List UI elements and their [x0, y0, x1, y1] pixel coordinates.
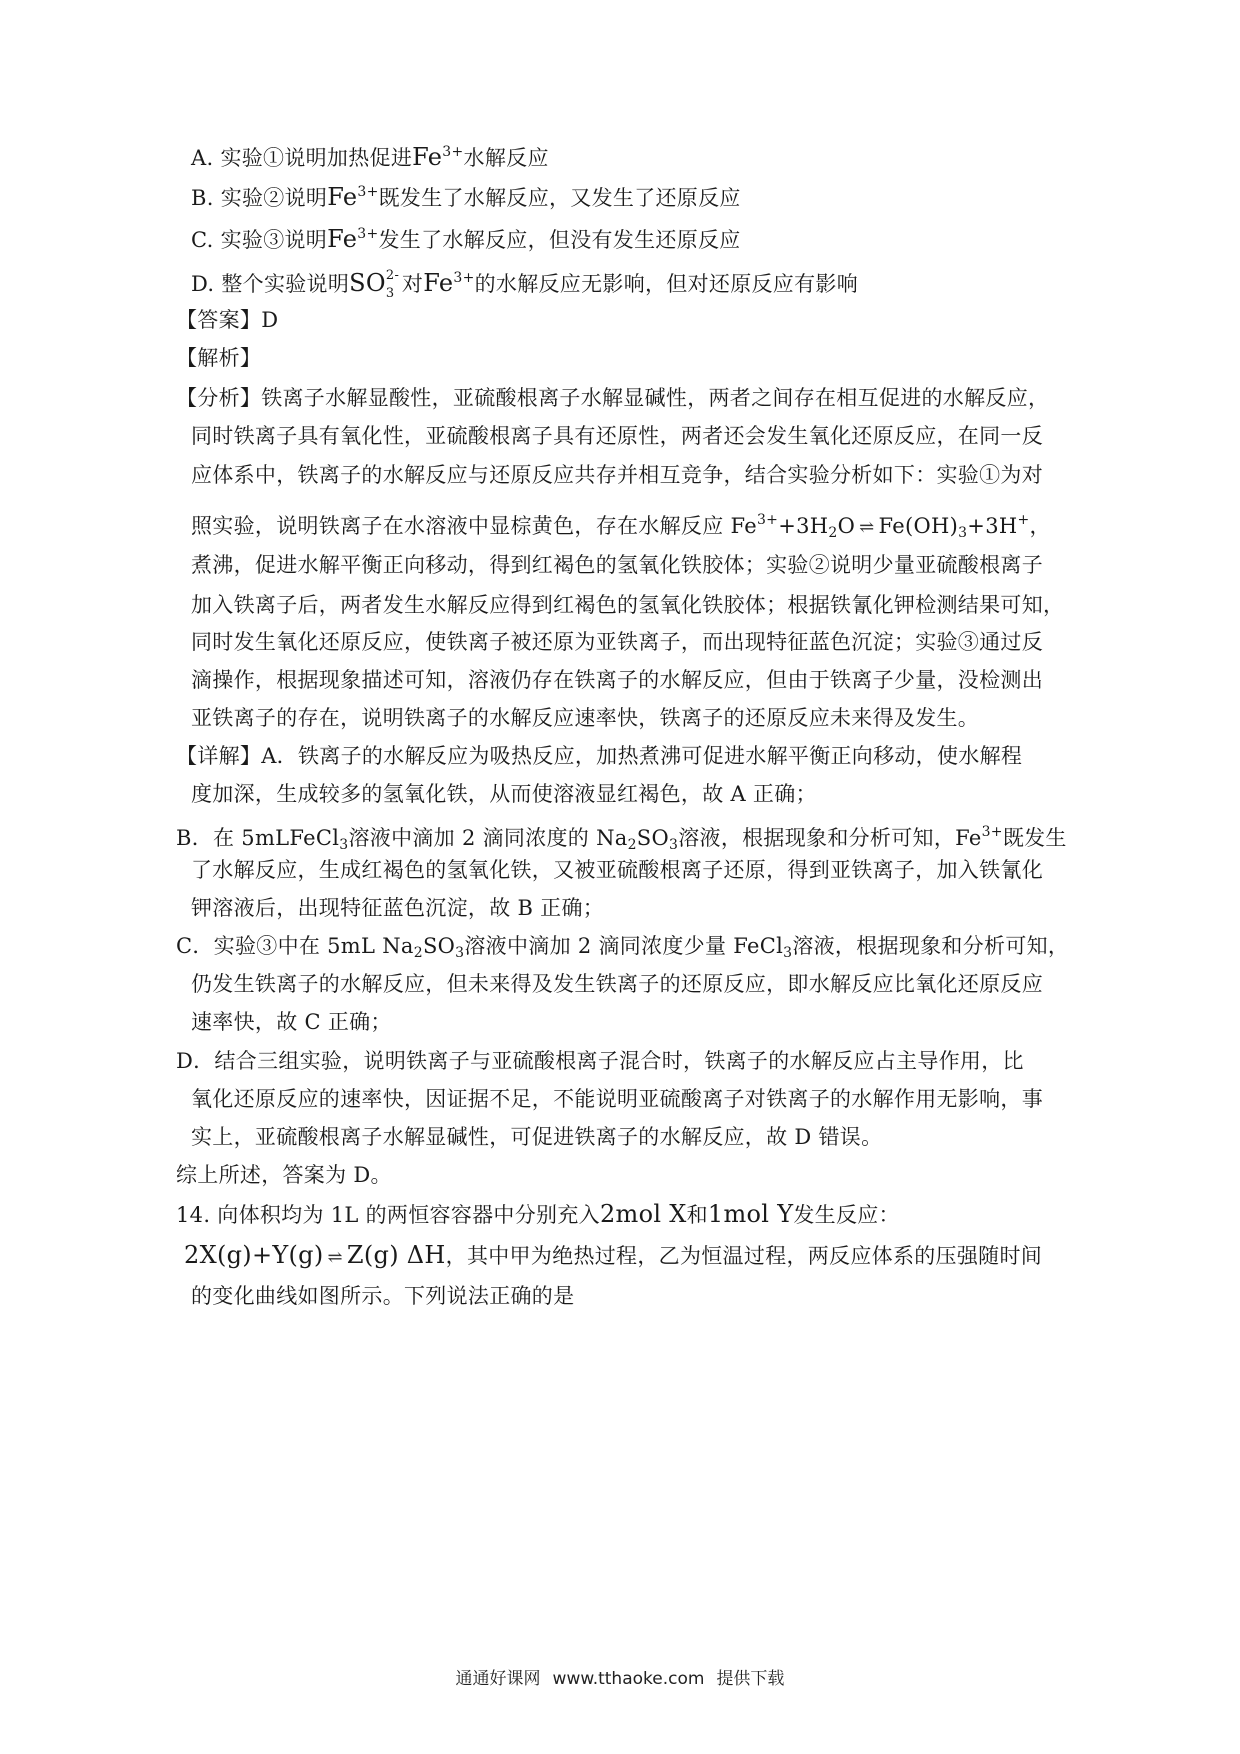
detail-summary [176, 1160, 1056, 1190]
page-footer [0, 1664, 1240, 1689]
detail-text: 溶液中滴加 2 滴同浓度少量 FeCl [464, 934, 784, 958]
detail-line-d3 [191, 1122, 1071, 1152]
equilibrium-arrow-icon: ⇌ [327, 1247, 343, 1268]
analysis-line-7 [191, 627, 1071, 657]
detail-line-b1 [176, 817, 1067, 860]
question-text: 和 [686, 1203, 708, 1227]
option-letter: B. [191, 186, 214, 210]
option-text: 实验①说明加热促进 [220, 146, 413, 170]
subscript: 2 [828, 525, 838, 541]
subscript: 2 [627, 837, 637, 853]
subscript: 3 [669, 837, 679, 853]
question-text: 1mol Y [707, 1200, 794, 1228]
analysis-text: 同时发生氧化还原反应，使铁离子被还原为亚铁离子，而出现特征蓝色沉淀；实验③通过反 [191, 630, 1043, 654]
question-14-line-1 [176, 1199, 1056, 1230]
analysis-line-1 [176, 383, 1056, 413]
question-text: 的变化曲线如图所示。下列说法正确的是 [191, 1284, 575, 1308]
option-d [191, 263, 1071, 299]
option-c [191, 219, 1071, 255]
option-text: 水解反应 [463, 146, 549, 170]
answer-value: D [261, 308, 279, 332]
equilibrium-arrow-icon: ⇌ [859, 517, 875, 538]
subscript: 3 [339, 837, 349, 853]
analysis-line-8 [191, 665, 1071, 695]
superscript: 3+ [442, 144, 464, 160]
question-text: 2mol X [599, 1200, 687, 1228]
analysis-line-4 [191, 505, 1071, 548]
analysis-sub-label: 【分析】 [176, 386, 262, 410]
option-text: 整个实验说明 [221, 272, 350, 296]
equation-text: Z(g) ΔH [346, 1241, 446, 1269]
chem-formula: SO [349, 269, 386, 297]
superscript: 3+ [756, 512, 779, 528]
analysis-text: 照实验，说明铁离子在水溶液中显棕黄色，存在水解反应 Fe [191, 514, 757, 538]
analysis-line-2 [191, 421, 1071, 451]
analysis-text: 煮沸，促进水解平衡正向移动，得到红褐色的氢氧化铁胶体；实验②说明少量亚硫酸根离子 [191, 553, 1043, 577]
detail-text: 溶液，根据现象和分析可知， [792, 934, 1070, 958]
detail-line-a2 [191, 779, 1071, 809]
detail-line-d1 [176, 1046, 1056, 1076]
option-text: 既发生了水解反应，又发生了还原反应 [378, 186, 741, 210]
detail-text: D．结合三组实验，说明铁离子与亚硫酸根离子混合时，铁离子的水解反应占主导作用，比 [176, 1049, 1024, 1073]
option-text: 实验③说明 [220, 228, 328, 252]
analysis-label: 【解析】 [176, 346, 262, 370]
analysis-text: O [837, 514, 856, 538]
detail-text: B．在 5mLFeCl [176, 826, 340, 850]
option-a [191, 137, 1071, 173]
subscript: 3 [455, 945, 465, 961]
detail-line-a1 [176, 741, 1056, 771]
chem-formula: Fe [327, 225, 358, 253]
answer-line [176, 305, 1056, 335]
analysis-text: Fe(OH) [878, 514, 959, 538]
detail-text: SO [422, 934, 456, 958]
answer-label: 【答案】 [176, 308, 262, 332]
option-text: 实验②说明 [220, 186, 328, 210]
option-text: 的水解反应无影响，但对还原反应有影响 [474, 272, 859, 296]
question-text: 14. 向体积均为 1L 的两恒容容器中分别充入 [176, 1203, 600, 1227]
analysis-heading [176, 343, 1056, 373]
option-text: 对 [401, 272, 424, 296]
analysis-text: ， [1029, 514, 1051, 538]
subscript: 3 [958, 525, 968, 541]
detail-text: 既发生 [1002, 826, 1067, 850]
superscript: 3+ [357, 226, 379, 242]
analysis-text: +3H [967, 514, 1018, 538]
subscript: 2 [413, 945, 423, 961]
detail-line-b3 [191, 893, 1071, 923]
question-14-line-2 [184, 1240, 1064, 1273]
option-b [191, 177, 1071, 213]
detail-text: 仍发生铁离子的水解反应，但未来得及发生铁离子的还原反应，即水解反应比氧化还原反应 [191, 972, 1043, 996]
analysis-line-3 [191, 460, 1071, 490]
question-text: ，其中甲为绝热过程，乙为恒温过程，两反应体系的压强随时间 [445, 1244, 1043, 1268]
detail-line-c1 [176, 931, 1070, 968]
analysis-text: 加入铁离子后，两者发生水解反应得到红褐色的氢氧化铁胶体；根据铁氰化钾检测结果可知， [191, 593, 1065, 617]
footer-site-name: 通通好课网 [455, 1669, 541, 1689]
detail-text: 氧化还原反应的速率快，因证据不足，不能说明亚硫酸离子对铁离子的水解作用无影响，事 [191, 1087, 1043, 1111]
analysis-text: 应体系中，铁离子的水解反应与还原反应共存并相互竞争，结合实验分析如下：实验①为对 [191, 463, 1043, 487]
analysis-line-9 [191, 703, 1071, 733]
question-14-line-3 [191, 1281, 1071, 1311]
detail-label: 【详解】 [176, 744, 262, 768]
subscript: 3 [783, 945, 793, 961]
sub-sup-stack [385, 268, 402, 301]
detail-line-d2 [191, 1084, 1071, 1114]
superscript: 2- [385, 268, 400, 283]
detail-line-b2 [191, 855, 1071, 885]
analysis-text: +3H [778, 514, 829, 538]
detail-text: SO [636, 826, 669, 850]
superscript: 3+ [981, 824, 1003, 840]
detail-line-c3 [191, 1007, 1071, 1037]
option-letter: C. [191, 228, 214, 252]
option-text: 发生了水解反应，但没有发生还原反应 [378, 228, 741, 252]
chem-formula: Fe [423, 269, 454, 297]
footer-suffix: 提供下载 [716, 1669, 785, 1689]
detail-text: 溶液，根据现象和分析可知，Fe [678, 826, 982, 850]
superscript: 3+ [453, 270, 475, 286]
analysis-text: 滴操作，根据现象描述可知，溶液仍存在铁离子的水解反应，但由于铁离子少量，没检测出 [191, 668, 1043, 692]
detail-text: 钾溶液后，出现特征蓝色沉淀，故 B 正确； [191, 896, 605, 920]
detail-text: 溶液中滴加 2 滴同浓度的 Na [348, 826, 628, 850]
detail-text: C．实验③中在 5mL Na [176, 934, 414, 958]
detail-text: 度加深，生成较多的氢氧化铁，从而使溶液显红褐色，故 A 正确； [191, 782, 817, 806]
detail-text: 了水解反应，生成红褐色的氢氧化铁，又被亚硫酸根离子还原，得到亚铁离子，加入铁氰化 [191, 858, 1043, 882]
analysis-text: 铁离子水解显酸性，亚硫酸根离子水解显碱性，两者之间存在相互促进的水解反应， [261, 386, 1050, 410]
analysis-line-5 [191, 550, 1071, 580]
detail-text: A．铁离子的水解反应为吸热反应，加热煮沸可促进水解平衡正向移动，使水解程 [261, 744, 1023, 768]
detail-line-c2 [191, 969, 1071, 999]
analysis-text: 亚铁离子的存在，说明铁离子的水解反应速率快，铁离子的还原反应未来得及发生。 [191, 706, 980, 730]
detail-text: 实上，亚硫酸根离子水解显碱性，可促进铁离子的水解反应，故 D 错误。 [191, 1125, 883, 1149]
footer-url[interactable]: www.tthaoke.com [552, 1669, 705, 1689]
chem-formula: Fe [412, 143, 443, 171]
analysis-text: 同时铁离子具有氧化性，亚硫酸根离子具有还原性，两者还会发生氧化还原反应，在同一反 [191, 424, 1043, 448]
chem-formula: Fe [327, 183, 358, 211]
equation-text: 2X(g)+Y(g) [184, 1241, 324, 1269]
detail-text: 综上所述，答案为 D。 [176, 1163, 392, 1187]
superscript: + [1017, 512, 1030, 528]
superscript: 3+ [357, 184, 379, 200]
option-letter: A. [191, 146, 214, 170]
subscript: 3 [385, 286, 395, 301]
detail-text: 速率快，故 C 正确； [191, 1010, 392, 1034]
analysis-line-6 [191, 590, 1071, 620]
question-text: 发生反应： [793, 1203, 900, 1227]
option-letter: D. [191, 272, 215, 296]
